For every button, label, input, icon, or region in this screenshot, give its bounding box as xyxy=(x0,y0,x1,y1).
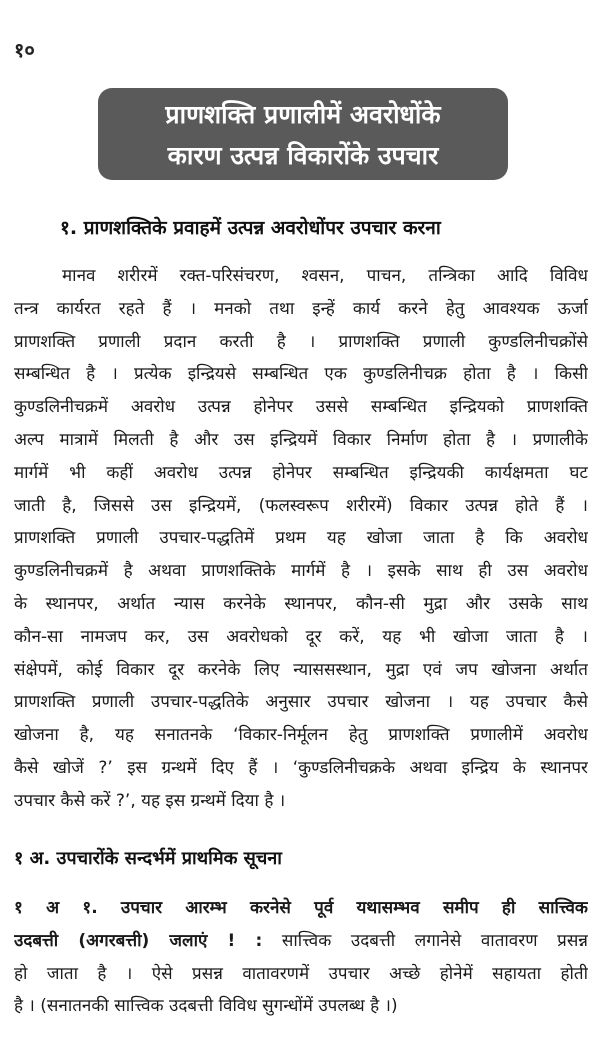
paragraph-line: कौन-सा नामजप कर, उस अवरोधको दूर करें, यह भी खोजा जाता है । xyxy=(14,626,588,647)
paragraph-bold-lead: १ अ १. उपचार आरम्भ करनेसे पूर्व यथासम्भव समीप ही सात्त्विक xyxy=(14,898,588,918)
paragraph-line: तन्त्र कार्यरत रहते हैं । मनको तथा इन्हें कार्य करने हेतु आवश्यक ऊर्जा xyxy=(14,298,588,319)
page-number: १० xyxy=(14,38,35,62)
chapter-title-line-2: कारण उत्पन्न विकारोंके उपचार xyxy=(167,141,439,170)
paragraph-line xyxy=(14,925,588,958)
paragraph-line: कैसे खोजें ?’ इस ग्रन्थमें दिए हैं । ‘कुण्डलिनीचक्रके अथवा इन्द्रिय के स्थानपर xyxy=(14,757,588,778)
paragraph-line: कुण्डलिनीचक्रमें अवरोध उत्पन्न होनेपर उससे सम्बन्धित इन्द्रियको प्राणशक्ति xyxy=(14,397,588,418)
paragraph-line: मार्गमें भी कहीं अवरोध उत्पन्न होनेपर सम्बन्धित इन्द्रियकी कार्यक्षमता घट xyxy=(14,462,588,483)
paragraph-line: खोजना है, यह सनातनके ‘विकार-निर्मूलन हेतु प्राणशक्ति प्रणालीमें अवरोध xyxy=(14,725,588,746)
section-heading: १. प्राणशक्तिके प्रवाहमें उत्पन्न अवरोधोंपर उपचार करना xyxy=(60,217,441,239)
paragraph-line: कुण्डलिनीचक्रमें है अथवा प्राणशक्तिके मार्गमें है । इसके साथ ही उस अवरोध xyxy=(14,561,588,582)
paragraph-line: प्राणशक्ति प्रणाली प्रदान करती है । प्राणशक्ति प्रणाली कुण्डलिनीचक्रोंसे xyxy=(14,331,588,352)
paragraph-line: के स्थानपर, अर्थात न्यास करनेके स्थानपर, कौन-सी मुद्रा और उसके साथ xyxy=(14,593,588,614)
paragraph-1 xyxy=(14,260,588,818)
paragraph-line: उपचार कैसे करें ?’, यह इस ग्रन्थमें दिया है । xyxy=(14,790,286,811)
paragraph-line: प्राणशक्ति प्रणाली उपचार-पद्धतिके अनुसार उपचार खोजना । यह उपचार कैसे xyxy=(14,692,588,713)
paragraph-line: संक्षेपमें, कोई विकार दूर करनेके लिए न्याससस्थान, मुद्रा एवं जप खोजना अर्थात xyxy=(14,659,588,680)
paragraph-line: अल्प मात्रामें मिलती है और उस इन्द्रियमें विकार निर्माण होता है । प्रणालीके xyxy=(14,429,588,450)
paragraph-line: हो जाता है । ऐसे प्रसन्न वातावरणमें उपचार अच्छे होनेमें सहायता होती xyxy=(14,963,588,984)
paragraph-line: सम्बन्धित है । प्रत्येक इन्द्रियसे सम्बन्धित एक कुण्डलिनीचक्र होता है । किसी xyxy=(14,364,588,385)
paragraph-line: मानव शरीरमें रक्त-परिसंचरण, श्वसन, पाचन, तन्त्रिका आदि विविध xyxy=(62,266,588,286)
paragraph-line: है । (सनातनकी सात्त्विक उदबत्ती विविध सुगन्धोंमें उपलब्ध है ।) xyxy=(14,996,398,1017)
paragraph-line: जाती है, जिससे उस इन्द्रियमें, (फलस्वरूप शरीरमें) विकार उत्पन्न होते हैं । xyxy=(14,495,588,516)
paragraph-line: प्राणशक्ति प्रणाली उपचार-पद्धतिमें प्रथम यह खोजा जाता है कि अवरोध xyxy=(14,528,588,549)
paragraph-text-run: सात्त्विक उदबत्ती लगानेसे वातावरण प्रसन्न xyxy=(262,930,588,951)
subsection-heading: १ अ. उपचारोंके सन्दर्भमें प्राथमिक सूचना xyxy=(14,848,282,869)
chapter-title-box xyxy=(98,88,508,180)
paragraph-bold-lead-continued: उदबत्ती (अगरबत्ती) जलाएं ! : xyxy=(14,930,263,951)
paragraph-2 xyxy=(14,892,588,1023)
chapter-title-line-1: प्राणशक्ति प्रणालीमें अवरोधोंके xyxy=(165,100,441,129)
